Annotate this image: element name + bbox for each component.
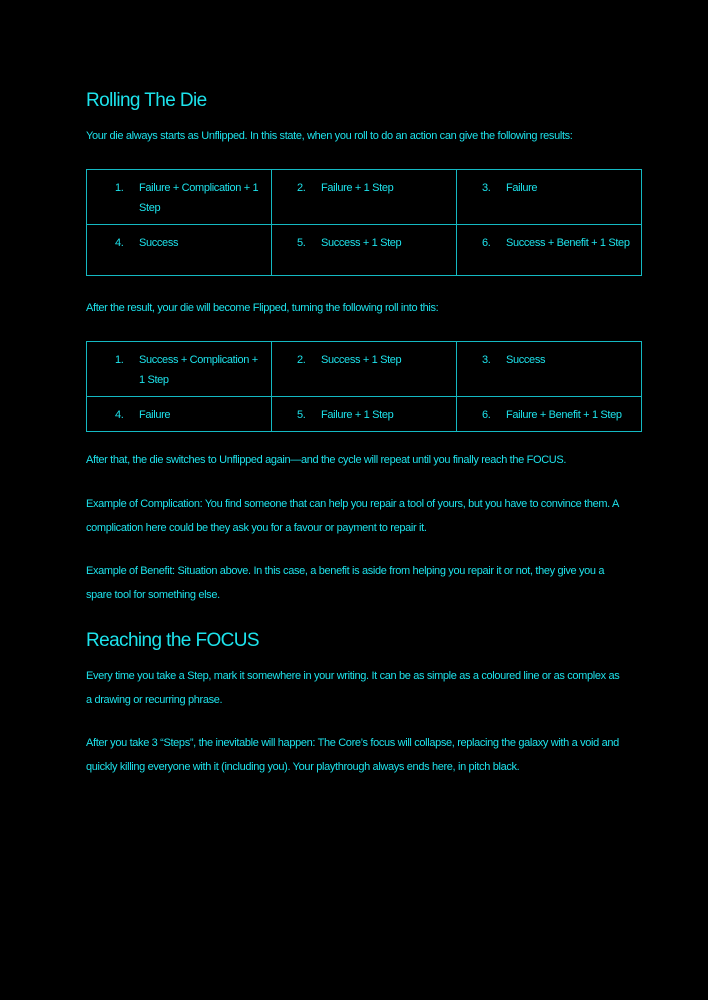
result-cell [272, 170, 457, 225]
after-result-paragraph: After the result, your die will become Flipped, turning the following roll into this: [86, 302, 439, 314]
result-cell [87, 225, 272, 276]
table-row [87, 170, 642, 225]
result-number: 5. [297, 409, 306, 421]
result-text: Failure [139, 409, 171, 421]
result-cell [457, 225, 642, 276]
unflipped-results-table [86, 169, 642, 276]
result-text: Failure + Benefit + 1 Step [506, 409, 622, 421]
result-number: 5. [297, 237, 306, 249]
step-mark-paragraph: Every time you take a Step, mark it somewhere in your writing. It can be as simple as a coloured line or as complex as a drawing or recurring phrase. [86, 670, 620, 706]
result-cell [272, 342, 457, 397]
after-that-paragraph: After that, the die switches to Unflipped again—and the cycle will repeat until you finally reach the FOCUS. [86, 454, 567, 466]
cell-content [457, 233, 635, 253]
cell-content [457, 405, 635, 425]
result-cell [457, 397, 642, 432]
result-text: Success + Complication + 1 Step [139, 354, 258, 386]
result-cell [457, 342, 642, 397]
result-number: 4. [115, 237, 124, 249]
result-text: Failure + 1 Step [321, 409, 394, 421]
result-number: 6. [482, 409, 491, 421]
result-cell [272, 225, 457, 276]
result-text: Success + 1 Step [321, 237, 402, 249]
ending-paragraph: After you take 3 “Steps”, the inevitable will happen: The Core’s focus will collapse, replacing the galaxy with a void and quickly killing everyone with it (including you). Your playthrough always ends here, in pitch black. [86, 737, 619, 773]
cell-content [272, 405, 450, 425]
complication-example-paragraph: Example of Complication: You find someone that can help you repair a tool of yours, but you have to convince them. A complication here could be they ask you for a favour or payment to repair it. [86, 498, 619, 534]
result-text: Success + Benefit + 1 Step [506, 237, 630, 249]
result-number: 2. [297, 182, 306, 194]
result-text: Success [139, 237, 179, 249]
intro-paragraph: Your die always starts as Unflipped. In this state, when you roll to do an action can give the following results: [86, 130, 573, 142]
result-number: 3. [482, 182, 491, 194]
flipped-results-table [86, 341, 642, 432]
result-number: 6. [482, 237, 491, 249]
cell-content [457, 178, 635, 198]
result-cell [457, 170, 642, 225]
table-row [87, 342, 642, 397]
result-cell [87, 170, 272, 225]
table-row [87, 397, 642, 432]
cell-content [87, 178, 265, 218]
result-cell [87, 397, 272, 432]
cell-content [87, 350, 265, 390]
result-text: Success + 1 Step [321, 354, 402, 366]
result-number: 2. [297, 354, 306, 366]
result-text: Success [506, 354, 546, 366]
result-cell [87, 342, 272, 397]
heading-reaching-the-focus: Reaching the FOCUS [86, 630, 259, 651]
result-text: Failure + 1 Step [321, 182, 394, 194]
cell-content [87, 233, 265, 253]
table-row [87, 225, 642, 276]
cell-content [457, 350, 635, 370]
result-text: Failure + Complication + 1 Step [139, 182, 259, 214]
result-number: 3. [482, 354, 491, 366]
benefit-example-paragraph: Example of Benefit: Situation above. In this case, a benefit is aside from helping you repair it or not, they give you a spare tool for something else. [86, 565, 605, 601]
cell-content [272, 178, 450, 198]
cell-content [87, 405, 265, 425]
result-number: 1. [115, 182, 124, 194]
heading-rolling-the-die: Rolling The Die [86, 90, 207, 111]
result-text: Failure [506, 182, 538, 194]
result-number: 1. [115, 354, 124, 366]
cell-content [272, 350, 450, 370]
result-cell [272, 397, 457, 432]
cell-content [272, 233, 450, 253]
result-number: 4. [115, 409, 124, 421]
